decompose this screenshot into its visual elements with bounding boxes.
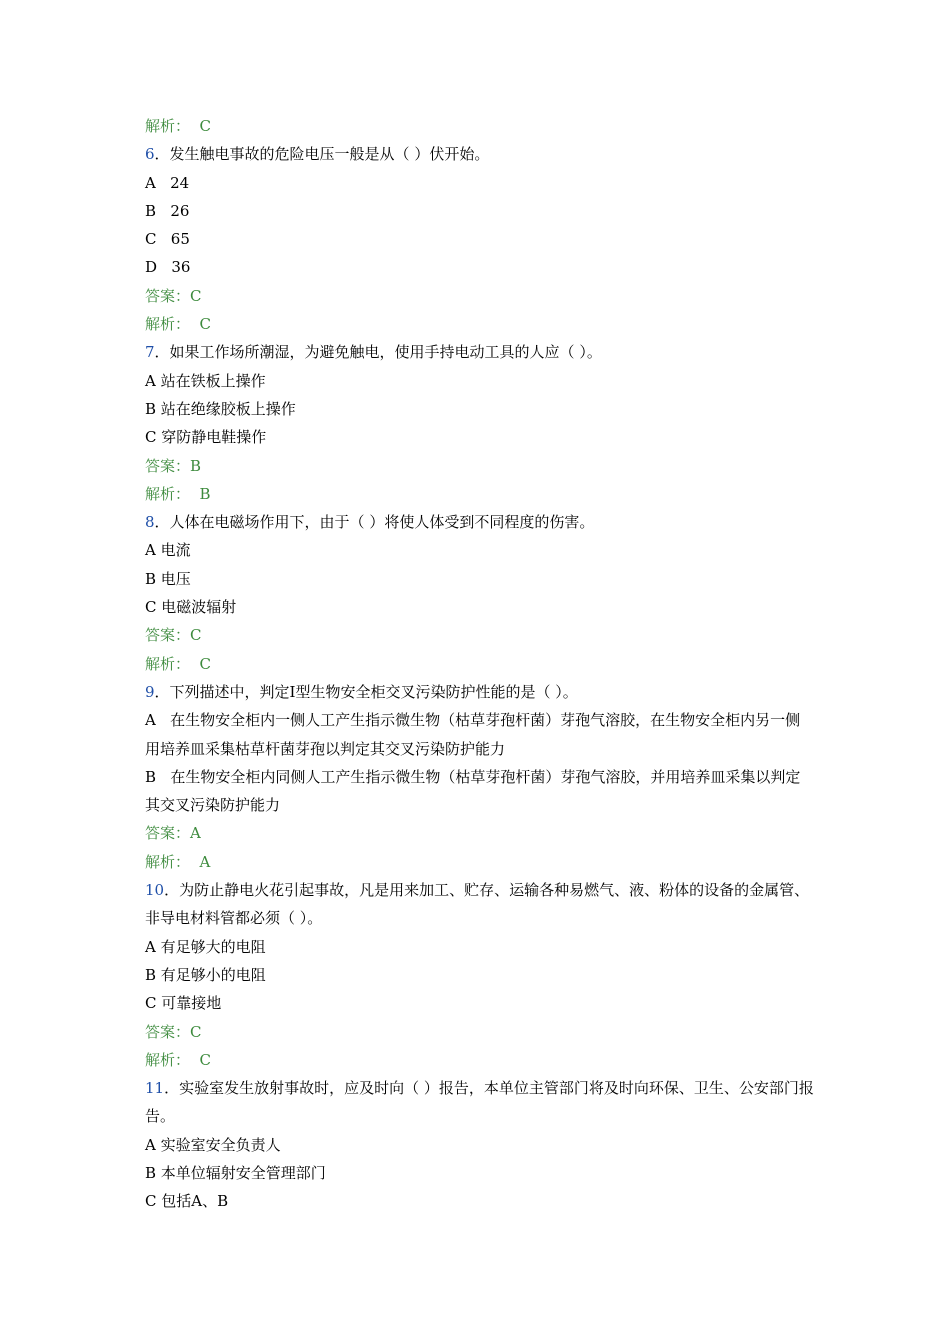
question-stem: ．发生触电事故的危险电压一般是从（ ）伏开始。 bbox=[154, 145, 490, 164]
analysis-line: 解析： C bbox=[145, 654, 212, 673]
question-stem: ．人体在电磁场作用下，由于（ ）将使人体受到不同程度的伤害。 bbox=[154, 513, 595, 532]
option-line: C 65 bbox=[145, 230, 190, 249]
option-line: B 电压 bbox=[145, 569, 191, 588]
option-line: B 有足够小的电阻 bbox=[145, 965, 266, 984]
question-text bbox=[145, 876, 815, 933]
question-number: 9 bbox=[145, 682, 155, 701]
question-text bbox=[145, 508, 815, 536]
question-stem: ．为防止静电火花引起事故，凡是用来加工、贮存、运输各种易燃气、液、粉体的设备的金属管、非导电材料管都必须（ ）。 bbox=[145, 881, 810, 928]
question-number: 11 bbox=[145, 1079, 165, 1098]
answer-line: 答案：C bbox=[145, 286, 202, 305]
answer-line: 答案：A bbox=[145, 824, 201, 843]
question-text bbox=[145, 678, 815, 706]
question-number: 6 bbox=[145, 145, 155, 164]
question-text bbox=[145, 140, 815, 168]
option-line: B 站在绝缘胶板上操作 bbox=[145, 399, 296, 418]
analysis-line: 解析： A bbox=[145, 852, 211, 871]
question-stem: ．如果工作场所潮湿，为避免触电，使用手持电动工具的人应（ ）。 bbox=[154, 343, 602, 362]
analysis-line: 解析： C bbox=[145, 1050, 212, 1069]
option-line: A 有足够大的电阻 bbox=[145, 937, 266, 956]
option-line: C 包括A、B bbox=[145, 1192, 229, 1211]
question-stem: ．实验室发生放射事故时，应及时向（ ）报告，本单位主管部门将及时向环保、卫生、公安部门报告。 bbox=[145, 1079, 814, 1126]
question-stem: ．下列描述中，判定Ⅰ型生物安全柜交叉污染防护性能的是（ ）。 bbox=[154, 682, 578, 701]
option-line: C 可靠接地 bbox=[145, 994, 222, 1013]
question-number: 7 bbox=[145, 343, 155, 362]
option-line: C 电磁波辐射 bbox=[145, 598, 237, 617]
option-line: B 在生物安全柜内同侧人工产生指示微生物（枯草芽孢杆菌）芽孢气溶胶，并用培养皿采集以判定其交叉污染防护能力 bbox=[145, 767, 801, 815]
option-line: D 36 bbox=[145, 258, 191, 277]
question-number: 10 bbox=[145, 881, 165, 900]
document-page bbox=[145, 112, 815, 1216]
answer-line: 答案：C bbox=[145, 1022, 202, 1041]
option-line: C 穿防静电鞋操作 bbox=[145, 428, 267, 447]
option-line: A 电流 bbox=[145, 541, 191, 560]
question-text bbox=[145, 1074, 815, 1131]
option-line: B 26 bbox=[145, 201, 190, 220]
option-line: A 24 bbox=[145, 173, 190, 192]
answer-line: 答案：B bbox=[145, 456, 202, 475]
option-line: A 站在铁板上操作 bbox=[145, 371, 266, 390]
option-line: B 本单位辐射安全管理部门 bbox=[145, 1163, 326, 1182]
analysis-line: 解析： B bbox=[145, 484, 211, 503]
analysis-line: 解析： C bbox=[145, 315, 212, 334]
analysis-line: 解析： C bbox=[145, 117, 212, 135]
option-line: A 在生物安全柜内一侧人工产生指示微生物（枯草芽孢杆菌）芽孢气溶胶，在生物安全柜内另一侧用培养皿采集枯草杆菌芽孢以判定其交叉污染防护能力 bbox=[145, 711, 801, 758]
question-text bbox=[145, 338, 815, 366]
answer-line: 答案：C bbox=[145, 626, 202, 645]
question-number: 8 bbox=[145, 513, 155, 532]
option-line: A 实验室安全负责人 bbox=[145, 1135, 281, 1154]
